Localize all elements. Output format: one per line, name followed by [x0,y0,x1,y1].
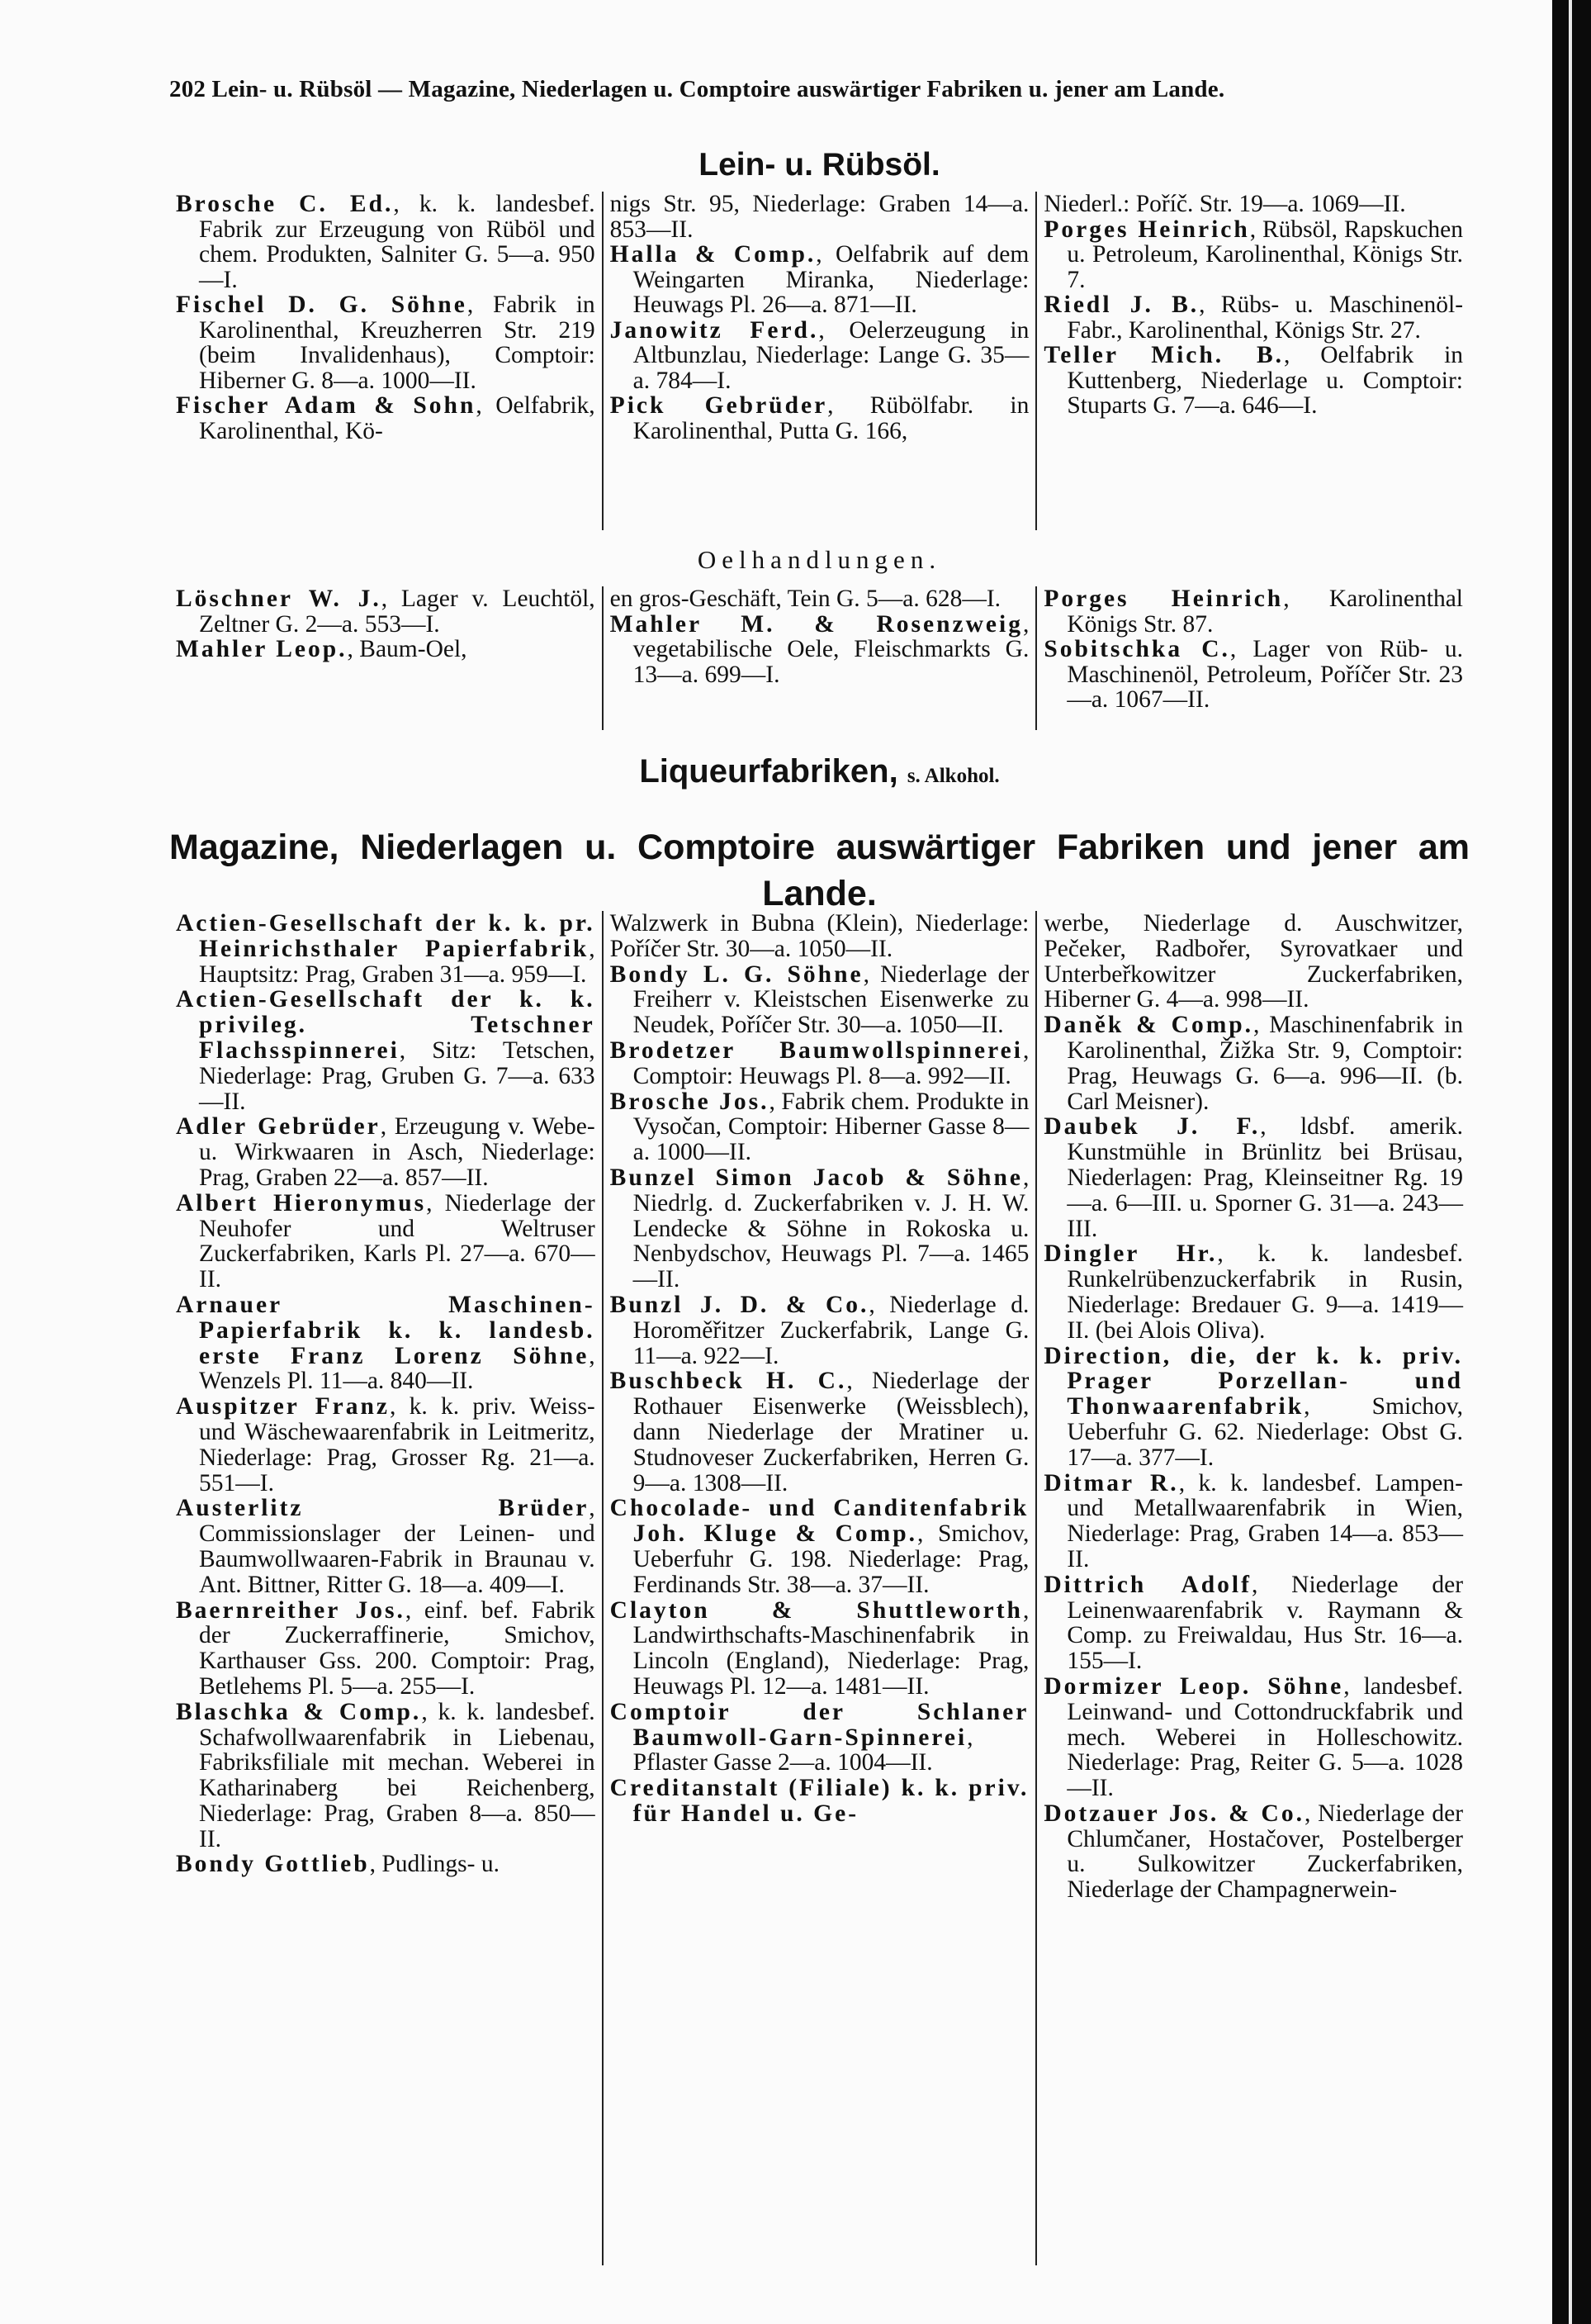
entry-text: , Niederlage der Chlumčaner, Hostačover, Postelberger u. Sulkowitzer Zuckerfabriken, Niederlage der Champagnerwein- [1067,1800,1464,1904]
section-magazine [169,911,1470,2265]
column-3 [1035,586,1470,730]
directory-entry [1044,637,1463,713]
section-title-oelhandlungen: Oelhandlungen. [697,545,942,574]
directory-entry [610,962,1030,1038]
entry-name: Daněk & Comp. [1044,1012,1254,1039]
entry-name: Ditmar R. [1044,1469,1179,1496]
entry-name: Albert Hieronymus [176,1189,427,1217]
directory-entry [1044,1572,1463,1674]
entry-text: en gros-Geschäft, Tein G. 5—a. 628—I. [609,586,1001,612]
entry-text: nigs Str. 95, Niederlage: Graben 14—a. 853—II. [609,191,1030,243]
entry-text: , k. k. landesbef. Lampen- und Metallwaarenfabrik in Wien, Niederlage: Prag, Graben 14—a. 853—II. [1067,1469,1464,1572]
directory-entry [176,393,595,443]
directory-entry [176,637,595,662]
entry-text: , Niederlage der Neuhofer und Weltruser Zuckerfabriken, Karls Pl. 27—a. 670—II. [199,1189,595,1293]
entry-text: , ldsbf. amerik. Kunstmühle in Brünlitz bei Brüsau, Niederlagen: Prag, Kleinseitner Rg. 19—a. 6—III. u. Sporner G. 31—a. 243—III. [1067,1113,1464,1242]
directory-entry [1044,1471,1463,1572]
entry-text: , Sitz: Tetschen, Niederlage: Prag, Gruben G. 7—a. 633—II. [199,1036,595,1115]
directory-entry [1044,1241,1463,1343]
entry-name: Buschbeck H. C. [609,1368,847,1395]
entry-name: Porges Heinrich [1044,216,1250,243]
entry-text: , Fabrik in Karolinenthal, Kreuzherren Str. 219 (beim Invalidenhaus), Comptoir: Hiberner G. 8—a. 1000—II. [199,292,595,394]
entry-text: , k. k. landesbef. Runkelrübenzuckerfabrik in Rusin, Niederlage: Bredauer G. 9—a. 1419—II. (bei Alois Oliva). [1067,1240,1464,1344]
directory-entry [610,1292,1030,1368]
entry-text: , Rübölfabr. in Karolinenthal, Putta G. 166, [632,392,1030,444]
directory-entry [610,1598,1030,1700]
column-2 [602,192,1036,530]
section-lein [169,192,1470,530]
column-1 [169,911,602,2265]
entry-text: , Oelerzeugung in Altbunzlau, Niederlage: Lange G. 35—a. 784—I. [632,316,1030,394]
entry-text: , k. k. landesbef. Fabrik zur Erzeugung von Rüböl und chem. Produkten, Salniter G. 5—a. 950—I. [199,191,595,293]
directory-entry [1044,586,1463,637]
entry-text: , Oelfabrik, Karolinenthal, Kö- [199,392,595,444]
directory-entry [610,586,1030,612]
entry-name: Porges Heinrich [1044,586,1284,612]
directory-entry [1044,343,1463,419]
entry-name: Sobitschka C. [1044,636,1230,662]
column-3 [1035,911,1470,2265]
entry-name: Fischel D. G. Söhne [176,292,467,318]
entry-name: Dotzauer Jos. & Co. [1044,1800,1305,1827]
directory-entry [176,292,595,393]
entry-name: Bondy L. G. Söhne [609,960,864,988]
directory-entry [610,1368,1030,1496]
entry-name: Löschner W. J. [176,586,381,612]
directory-entry [1044,292,1463,343]
liqueur-title: Liqueurfabriken, [639,753,898,790]
directory-entry [610,1700,1030,1776]
entry-text: , Erzeugung v. Webe- u. Wirkwaaren in Asch, Niederlage: Prag, Graben 22—a. 857—II. [199,1113,595,1191]
entry-text: , Niederlage der Freiherr v. Kleistschen Eisenwerke zu Neudek, Poříčer Str. 30—a. 1050—II. [632,960,1030,1039]
entry-text: , Smichov, Ueberfuhr G. 62. Niederlage: Obst G. 17—a. 377—I. [1067,1393,1464,1471]
entry-text: Walzwerk in Bubna (Klein), Niederlage: Poříčer Str. 30—a. 1050—II. [609,910,1030,962]
directory-entry [610,1496,1030,1597]
entry-name: Fischer Adam & Sohn [176,392,476,419]
entry-text: , k. k. priv. Weiss- und Wäschewaarenfabrik in Leitmeritz, Niederlage: Prag, Grosser Rg. 21—a. 551—I. [199,1393,595,1496]
directory-entry [1044,192,1463,217]
directory-entry [610,318,1030,394]
directory-entry [176,911,595,987]
entry-text: , k. k. landesbef. Schafwollwaarenfabrik in Liebenau, Fabriksfiliale mit mechan. Weberei in Katharinaberg bei Reichenberg, Niederlage: Prag, Graben 8—a. 850—II. [199,1698,595,1852]
entry-text: , einf. bef. Fabrik der Zuckerraffinerie, Smichov, Karthauser Gss. 200. Comptoir: Prag, Betlehems Pl. 5—a. 255—I. [199,1596,595,1700]
entry-name: Bondy Gottlieb [176,1851,370,1878]
directory-entry [176,1852,595,1877]
entry-text: , Lager v. Leuchtöl, Zeltner G. 2—a. 553—I. [199,586,595,638]
entry-name: Dittrich Adolf [1044,1571,1252,1598]
entry-text: , Maschinenfabrik in Karolinenthal, Žižka Str. 9, Comptoir: Prag, Heuwags G. 6—a. 996—II. (b. Carl Meisner). [1067,1012,1464,1115]
directory-entry [610,1776,1030,1827]
entry-name: Actien-Gesellschaft der k. k. pr. Heinrichsthaler Papierfabrik [176,910,595,962]
directory-entry [1044,217,1463,293]
running-head: 202 Lein- u. Rübsöl — Magazine, Niederlagen u. Comptoire auswärtiger Fabriken u. jener am Lande. [169,76,1225,102]
entry-name: Direction, die, der k. k. priv. Prager Porzellan- und Thonwaarenfabrik [1044,1342,1464,1420]
entry-name: Bunzl J. D. & Co. [609,1291,869,1318]
entry-name: Mahler Leop. [176,636,348,662]
directory-entry [176,1292,595,1394]
directory-entry [610,192,1030,242]
entry-text: , Rübs- u. Maschinenöl-Fabr., Karolinenthal, Königs Str. 27. [1067,292,1464,344]
entry-name: Auspitzer Franz [176,1393,390,1420]
section-title-liqueurfabriken [169,753,1470,790]
entry-name: Actien-Gesellschaft der k. k. privileg. Tetschner Flachsspinnerei [176,986,595,1064]
directory-entry [610,1038,1030,1089]
entry-text: Niederl.: Poříč. Str. 19—a. 1069—II. [1044,191,1406,217]
section-oelhandlungen [169,586,1470,730]
column-2 [602,911,1036,2265]
entry-name: Chocolade- und Canditenfabrik Joh. Kluge & Comp. [609,1495,1030,1548]
column-1 [169,586,602,730]
entry-text: , Landwirthschafts-Maschinenfabrik in Lincoln (England), Niederlage: Prag, Heuwags Pl. 12—a. 1481—II. [632,1596,1030,1700]
entry-name: Creditanstalt (Filiale) k. k. priv. für Handel u. Ge- [609,1775,1030,1827]
entry-name: Arnauer Maschinen-Papierfabrik k. k. landesb. erste Franz Lorenz Söhne [176,1291,595,1369]
directory-entry [176,1496,595,1597]
directory-entry [610,612,1030,688]
directory-entry [610,242,1030,318]
entry-name: Riedl J. B. [1044,292,1200,318]
column-3 [1035,192,1470,530]
entry-name: Baernreither Jos. [176,1596,405,1624]
directory-entry [610,1089,1030,1165]
scan-border-line [1569,0,1572,2324]
directory-entry [176,1394,595,1496]
directory-entry [176,987,595,1114]
entry-text: , landesbef. Leinwand- und Cottondruckfabrik und mech. Weberei in Holleschowitz. Niederlage: Prag, Reiter G. 5—a. 1028—II. [1067,1672,1464,1802]
entry-name: Bunzel Simon Jacob & Söhne [609,1164,1023,1191]
entry-name: Janowitz Ferd. [609,316,819,344]
entry-text: , Commissionslager der Leinen- und Baumwollwaaren-Fabrik in Braunau v. Ant. Bittner, Ritter G. 18—a. 409—I. [199,1495,595,1598]
entry-text: , Comptoir: Heuwags Pl. 8—a. 992—II. [632,1036,1030,1089]
directory-entry [1044,1344,1463,1471]
entry-text: , Smichov, Ueberfuhr G. 198. Niederlage: Prag, Ferdinands Str. 38—a. 37—II. [632,1520,1030,1598]
directory-entry [176,192,595,292]
entry-text: , Wenzels Pl. 11—a. 840—II. [199,1342,595,1395]
directory-entry [176,1700,595,1852]
entry-text: , Niederlage der Rothauer Eisenwerke (Weissblech), dann Niederlage der Mratiner u. Studnoveser Zuckerfabriken, Herren G. 9—a. 1308—II. [632,1368,1030,1496]
directory-entry [610,1165,1030,1292]
entry-name: Dingler Hr. [1044,1240,1218,1268]
entry-name: Clayton & Shuttleworth [609,1596,1023,1624]
entry-text: , vegetabilische Oele, Fleischmarkts G. 13—a. 699—I. [632,610,1030,688]
entry-text: , Pudlings- u. [369,1851,500,1878]
directory-entry [176,586,595,637]
entry-text: , Oelfabrik auf dem Weingarten Miranka, Niederlage: Heuwags Pl. 26—a. 871—II. [632,241,1030,318]
entry-text: , Lager von Rüb- u. Maschinenöl, Petroleum, Poříčer Str. 23—a. 1067—II. [1067,636,1464,713]
entry-text: , Niederlage d. Horoměřitzer Zuckerfabrik, Lange G. 11—a. 922—I. [632,1291,1030,1369]
column-1 [169,192,602,530]
entry-name: Halla & Comp. [609,241,817,268]
entry-text: , Fabrik chem. Produkte in Vysočan, Comptoir: Hiberner Gasse 8—a. 1000—II. [632,1088,1030,1166]
entry-text: werbe, Niederlage d. Auschwitzer, Pečeker, Radbořer, Syrovatkaer und Unterbeřkowitzer Zuckerfabriken, Hiberner G. 4—a. 998—II. [1044,910,1464,1013]
section-title-magazine: Magazine, Niederlagen u. Comptoire auswärtiger Fabriken und jener am Lande. [169,828,1470,913]
entry-text: , Niedrlg. d. Zuckerfabriken v. J. H. W. Lendecke & Söhne in Rokoska u. Nenbydschov, Heuwags Pl. 7—a. 1465—II. [632,1164,1030,1293]
entry-name: Brodetzer Baumwollspinnerei [609,1036,1023,1064]
entry-text: , Niederlage der Leinenwaarenfabrik v. Raymann & Comp. zu Freiwaldau, Hus Str. 16—a. 155—I. [1067,1571,1464,1675]
directory-entry [1044,1013,1463,1114]
entry-name: Comptoir der Schlaner Baumwoll-Garn-Spinnerei [609,1698,1030,1751]
directory-entry [176,1191,595,1292]
directory-entry [176,1114,595,1190]
entry-name: Dormizer Leop. Söhne [1044,1672,1344,1700]
entry-name: Adler Gebrüder [176,1113,381,1141]
entry-name: Mahler M. & Rosenzweig [609,610,1023,638]
directory-entry [1044,1801,1463,1903]
directory-entry [610,911,1030,962]
directory-entry [1044,1114,1463,1241]
entry-name: Pick Gebrüder [609,392,828,419]
directory-entry [1044,1674,1463,1801]
liqueur-ref: s. Alkohol. [907,765,1000,787]
column-2 [602,586,1036,730]
entry-name: Blaschka & Comp. [176,1698,422,1725]
entry-name: Brosche C. Ed. [176,191,394,217]
entry-text: , Baum-Oel, [347,636,467,662]
entry-text: , Hauptsitz: Prag, Graben 31—a. 959—I. [199,935,595,988]
directory-entry [610,393,1030,443]
entry-name: Austerlitz Brüder [176,1495,590,1522]
entry-name: Teller Mich. B. [1044,342,1285,368]
entry-name: Brosche Jos. [609,1088,769,1115]
entry-name: Daubek J. F. [1044,1113,1261,1141]
entry-text: , Pflaster Gasse 2—a. 1004—II. [632,1724,973,1776]
section-title-lein: Lein- u. Rübsöl. [698,147,940,183]
entry-text: , Oelfabrik in Kuttenberg, Niederlage u. Comptoir: Stuparts G. 7—a. 646—I. [1067,342,1464,419]
entry-text: , Rübsöl, Rapskuchen u. Petroleum, Karolinenthal, Königs Str. 7. [1067,216,1464,293]
entry-text: , Karolinenthal Königs Str. 87. [1067,586,1464,638]
directory-entry [1044,911,1463,1013]
directory-entry [176,1598,595,1700]
